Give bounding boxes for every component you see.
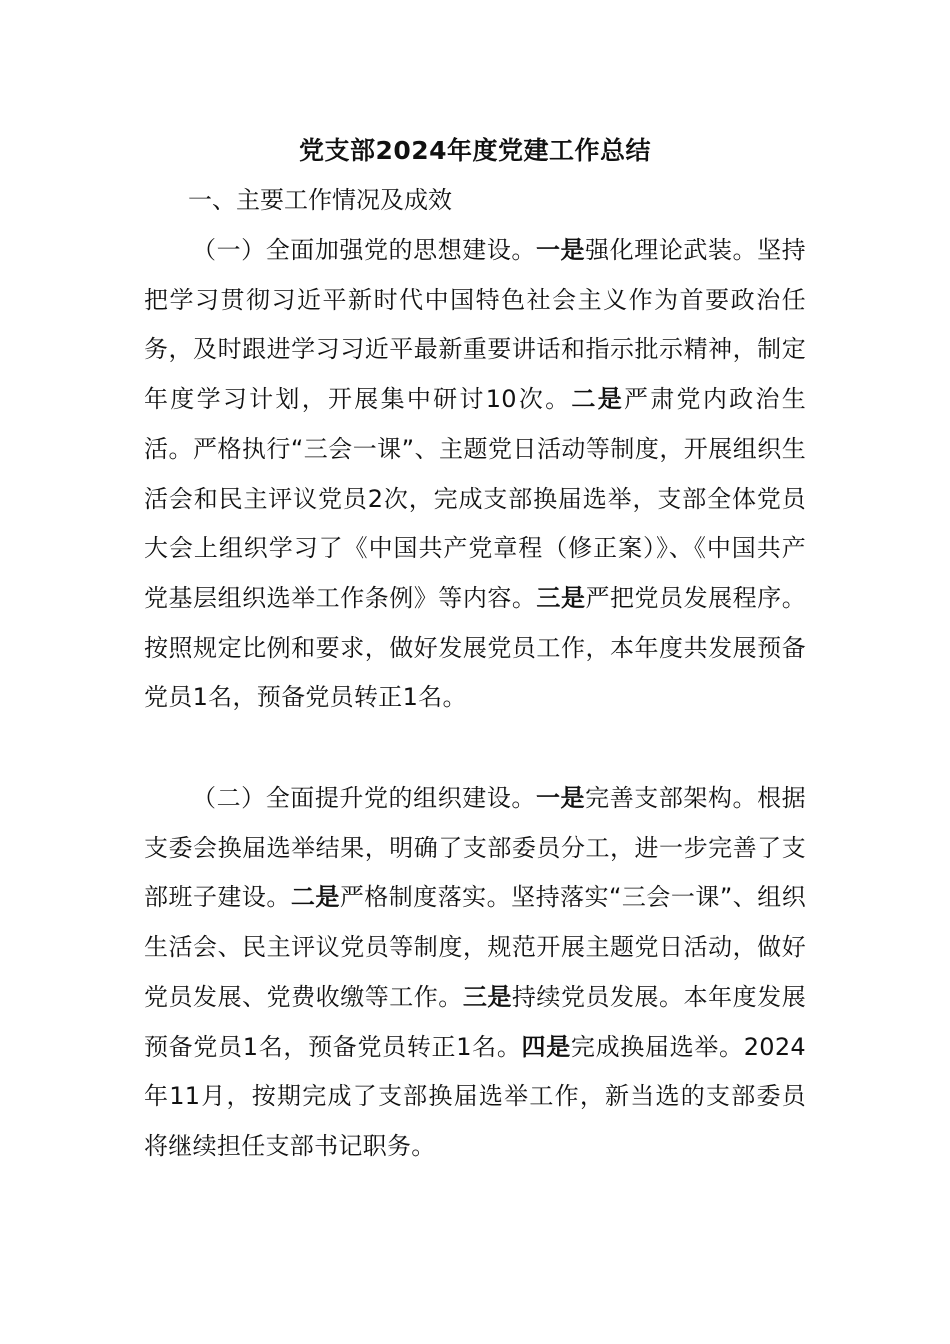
document-title: 党支部2024年度党建工作总结 [298,136,652,165]
bold-marker: 二是 [290,883,340,912]
bold-marker: 一是 [535,236,586,264]
bold-marker: 三是 [536,583,586,612]
text-run: （一）全面加强党的思想建设。 [192,236,536,264]
text-run: 强化理论武装。坚持把学习贯彻习近平新时代中国特色社会主义作为首要政治任务，及时跟进学习习近平最新重要讲话和指示批示精神，制定年度学习计划，开展集中研讨10次。 [144,236,806,414]
text-run: 严肃党内政治生活。严格执行“三会一课”、主题党日活动等制度，开展组织生活会和民主评议党员2次，完成支部换届选举，支部全体党员大会上组织学习了《中国共产党章程（修正案）》、《中国共产党基层组织选举工作条例》等内容。 [144,385,806,612]
section-heading: 一、主要工作情况及成效 [188,186,452,214]
bold-marker: 四是 [521,1032,571,1061]
bold-marker: 一是 [535,784,586,812]
text-run: 持续党员发展。本年度发展预备党员1名，预备党员转正1名。 [144,982,806,1061]
bold-marker: 三是 [462,982,512,1011]
text-run: 完善支部架构。根据支委会换届选举结果，明确了支部委员分工，进一步完善了支部班子建设。 [144,784,806,912]
paragraph-organizational-building [144,774,806,1172]
text-run: 完成换届选举。2024年11月，按期完成了支部换届选举工作，新当选的支部委员将继续担任支部书记职务。 [144,1032,806,1160]
bold-marker: 二是 [571,385,624,414]
text-run: 严把党员发展程序。按照规定比例和要求，做好发展党员工作，本年度共发展预备党员1名，预备党员转正1名。 [144,583,806,712]
text-run: 严格制度落实。坚持落实“三会一课”、组织生活会、民主评议党员等制度，规范开展主题党日活动，做好党员发展、党费收缴等工作。 [144,883,806,1011]
text-run: （二）全面提升党的组织建设。 [192,784,536,812]
paragraph-ideological-building [144,226,806,723]
